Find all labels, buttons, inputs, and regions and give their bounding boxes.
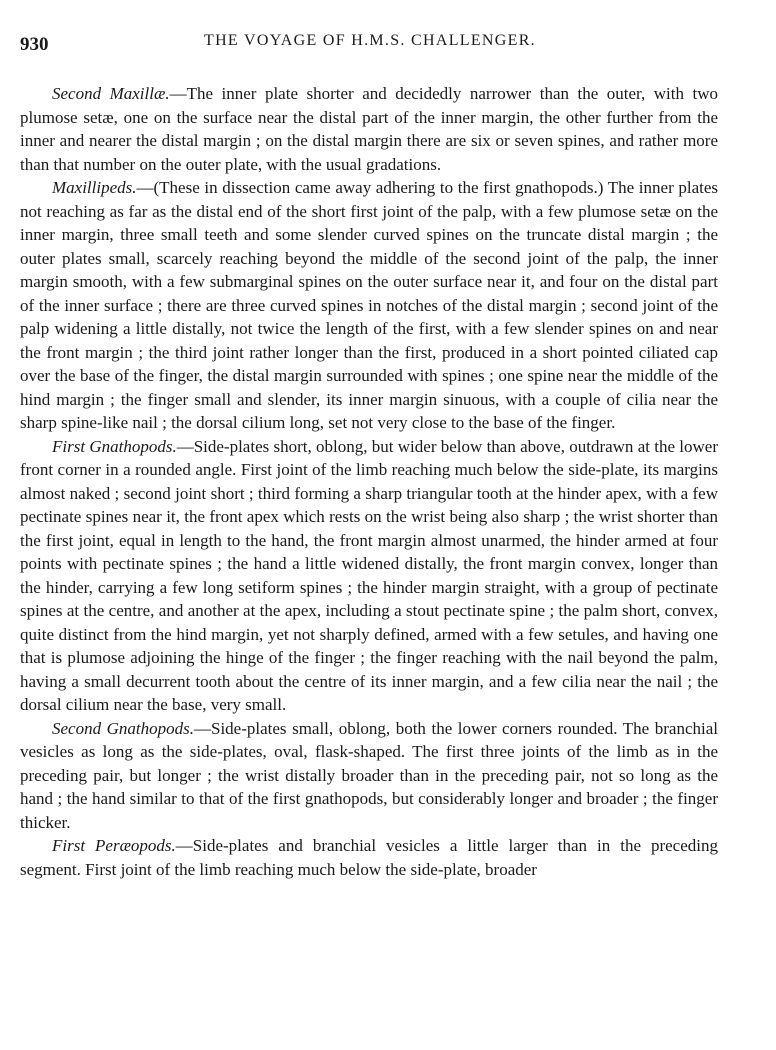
paragraph-first-peraeopods (20, 834, 718, 881)
paragraph-heading: Maxillipeds. (52, 178, 137, 197)
page (20, 24, 718, 881)
paragraph-first-gnathopods (20, 435, 718, 717)
paragraph-maxillipeds (20, 176, 718, 435)
page-header (20, 24, 718, 64)
paragraph-second-gnathopods (20, 717, 718, 835)
paragraph-heading: Second Gnathopods. (52, 718, 194, 738)
paragraph-text: —Side-plates short, oblong, but wider below than above, outdrawn at the lower front corner in a rounded angle. First joint of the limb reaching much below the side-plate, its margins almost naked ; second joint short ; third forming a sharp triangular tooth at the hinder apex, with a few pectinate spines near it, the front apex which rests on the wrist being also sharp ; the wrist shorter than the first joint, equal in length to the hand, the front margin almost unarmed, the hinder armed at four points with pectinate spines ; the hand a little widened distally, the front margin convex, longer than the hinder, carrying a few long setiform spines ; the hinder margin straight, with a group of pectinate spines at the centre, and another at the apex, including a stout pectinate spine ; the palm short, convex, quite distinct from the hind margin, yet not sharply defined, armed with a few setules, and having one that is plumose adjoining the hinge of the finger ; the finger reaching with the nail beyond the palm, having a small decurrent tooth about the centre of its inner margin, and a few cilia near the nail ; the dorsal cilium near the base, very small. (20, 436, 718, 714)
body-text (20, 82, 718, 881)
paragraph-heading: First Peræopods. (52, 836, 176, 855)
paragraph-heading: Second Maxillæ. (52, 84, 170, 103)
paragraph-text: —Side-plates and branchial vesicles a little larger than in the preceding segment. First joint of the limb reaching much below the side-plate, broader (20, 836, 718, 879)
running-title: THE VOYAGE OF H.M.S. CHALLENGER. (204, 32, 536, 49)
paragraph-heading: First Gnathopods. (52, 436, 177, 456)
paragraph-second-maxillae (20, 82, 718, 176)
paragraph-text: —(These in dissection came away adhering to the first gnathopods.) The inner plates not reaching as far as the distal end of the short first joint of the palp, with a few plumose setæ on the inner margin, three small teeth and some slender curved spines on the truncate distal margin ; the outer plates small, scarcely reaching beyond the middle of the second joint of the palp, the inner margin smooth, with a few submarginal spines on the outer surface near it, and four on the distal part of the inner surface ; there are three curved spines in notches of the distal margin ; second joint of the palp widening a little distally, not twice the length of the first, with a few slender spines on and near the front margin ; the third joint rather longer than the first, produced in a short pointed ciliated cap over the base of the finger, the distal margin surrounded with spines ; one spine near the middle of the hind margin ; the finger small and slender, its inner margin sinuous, with a couple of cilia near the sharp spine-like nail ; the dorsal cilium long, set not very close to the base of the finger. (20, 178, 718, 432)
paragraph-text: —The inner plate shorter and decidedly narrower than the outer, with two plumose setæ, one on the surface near the distal part of the inner margin, the other further from the inner and nearer the distal margin ; on the distal margin there are six or seven spines, and rather more than that number on the outer plate, with the usual gradations. (20, 84, 719, 174)
page-number: 930 (20, 34, 49, 55)
paragraph-text: —Side-plates small, oblong, both the lower corners rounded. The branchial vesicles as long as the side-plates, oval, flask-shaped. The first three joints of the limb as in the preceding pair, but longer ; the wrist distally broader than in the preceding pair, not so long as the hand ; the hand similar to that of the first gnathopods, but considerably longer and broader ; the finger thicker. (20, 718, 718, 832)
